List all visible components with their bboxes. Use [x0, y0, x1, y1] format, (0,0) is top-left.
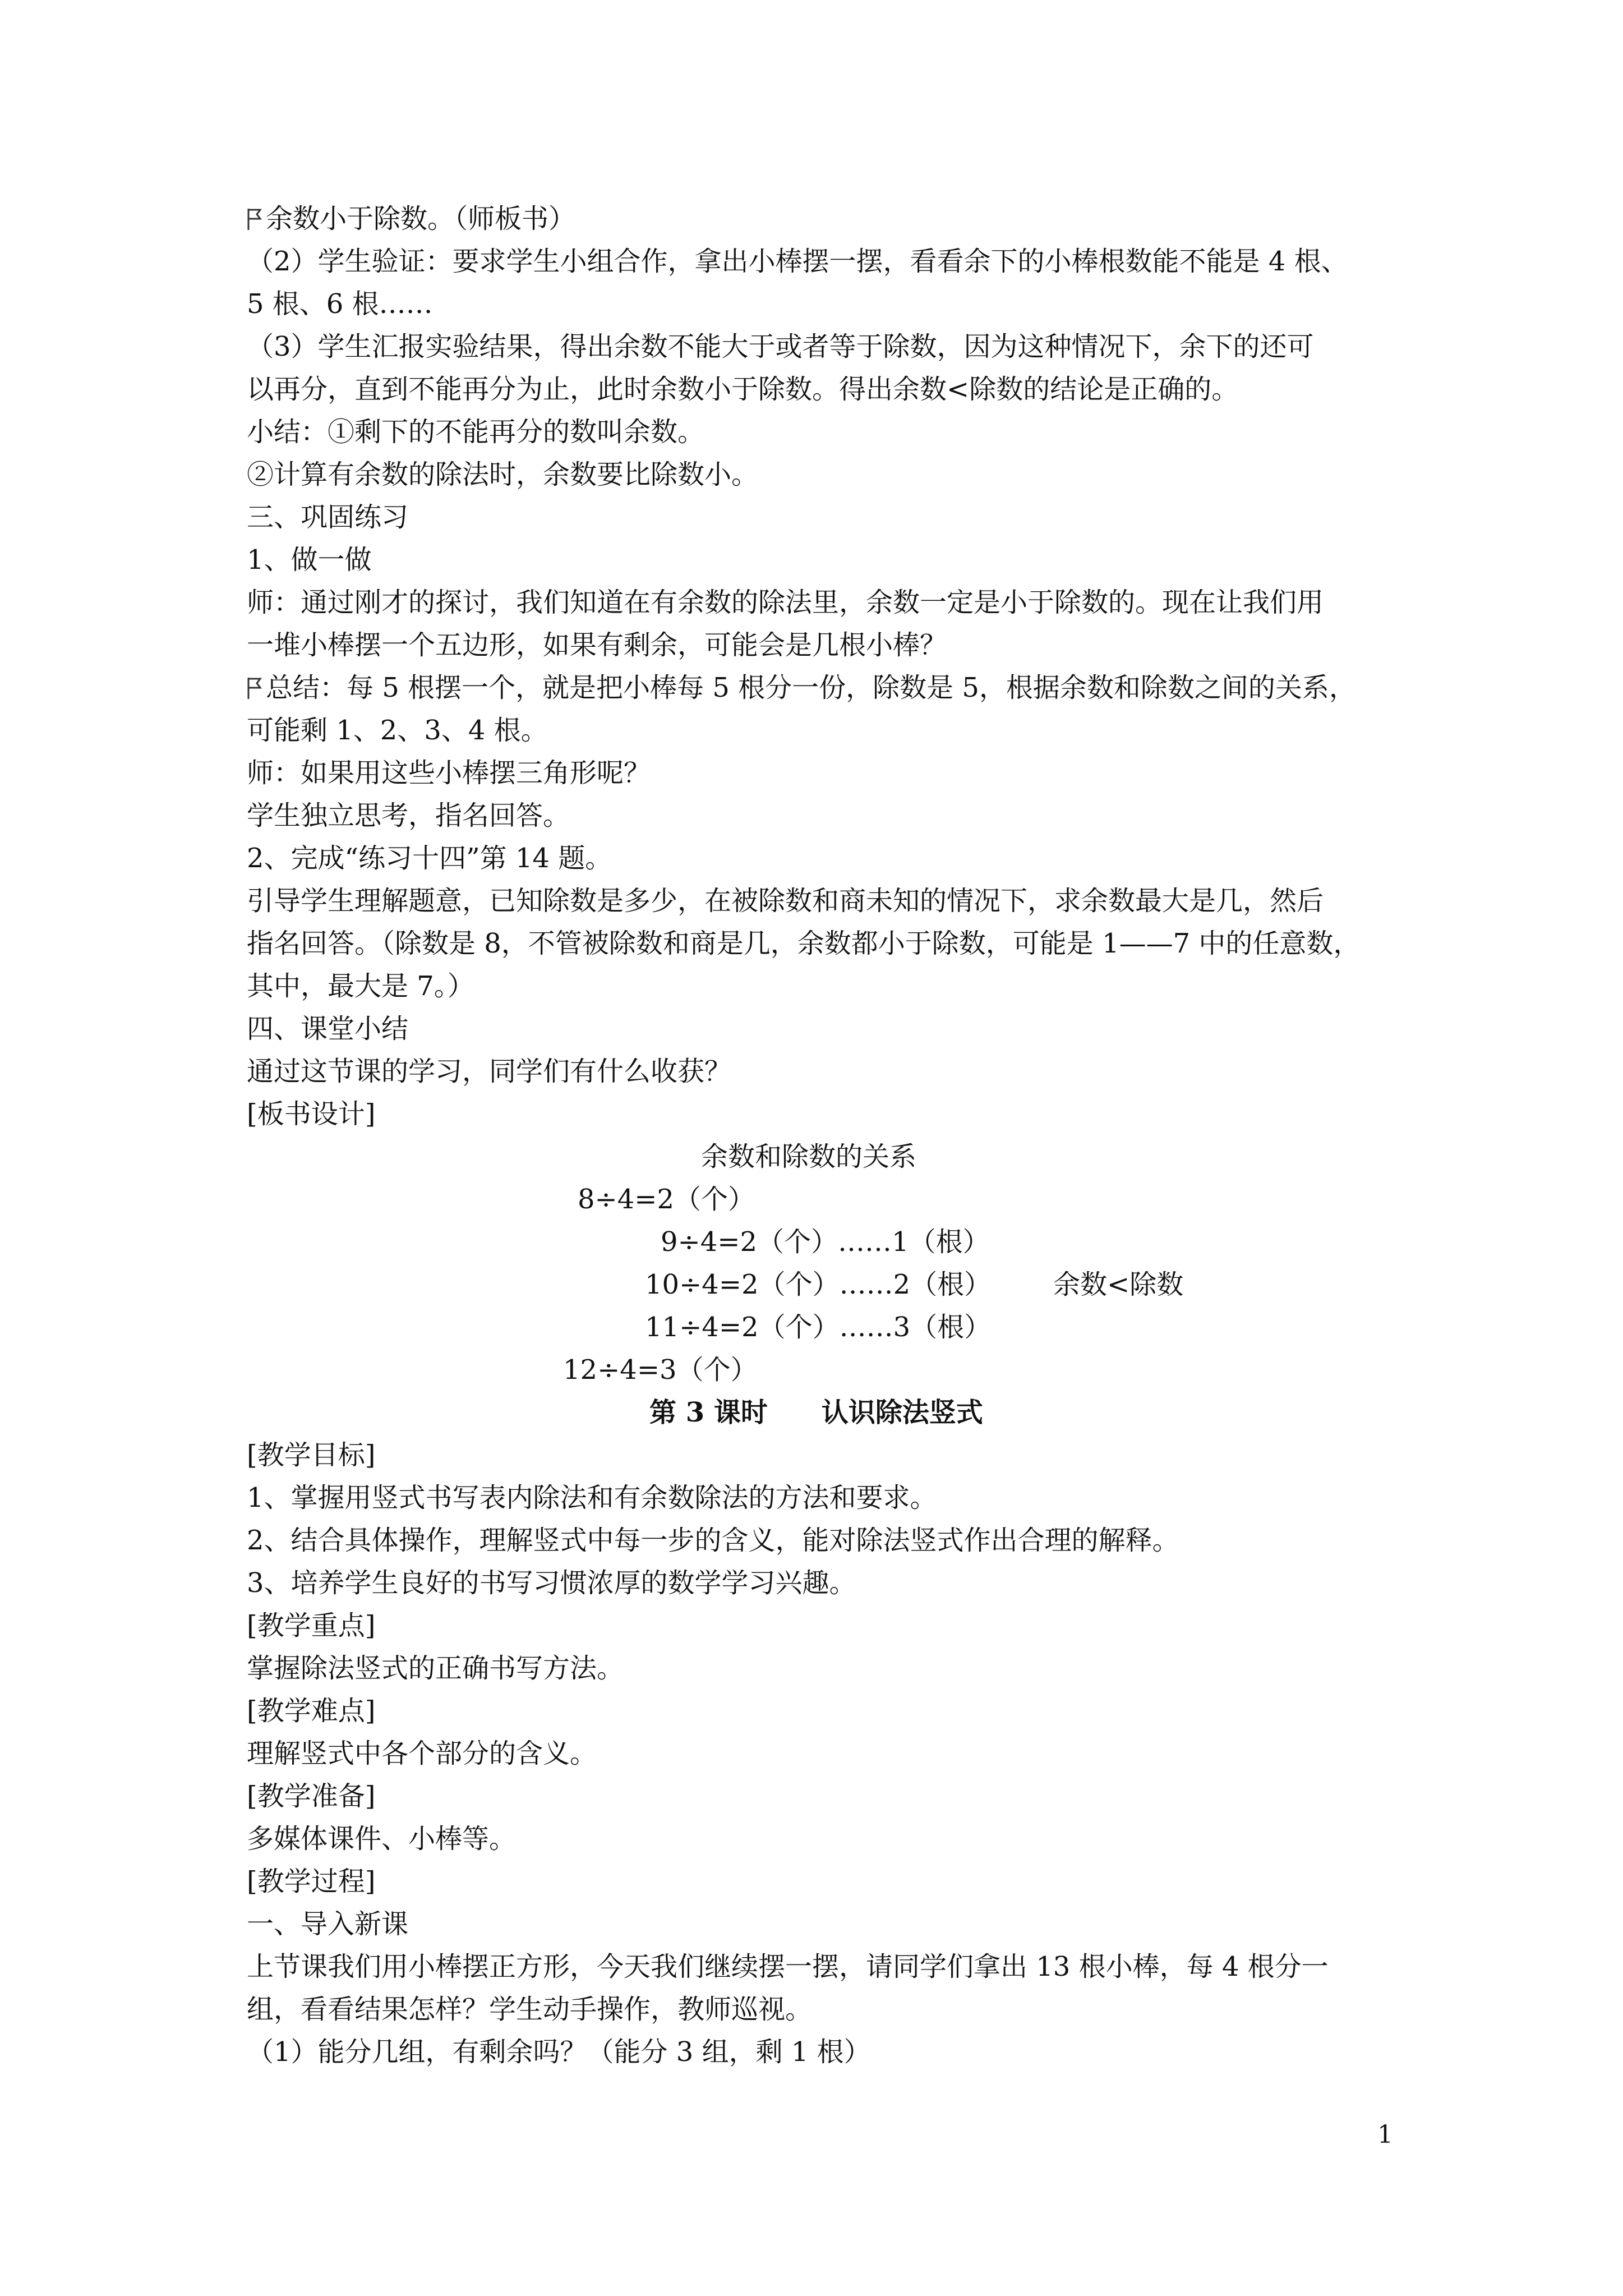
- board-equation: 8÷4=2（个）: [578, 1184, 755, 1215]
- text-line: 5 根、6 根……: [247, 288, 433, 320]
- board-equation: 11÷4=2（个）……3（根）: [645, 1312, 992, 1343]
- text-line: ②计算有余数的除法时，余数要比除数小。: [247, 459, 759, 490]
- board-note: 余数<除数: [1053, 1269, 1184, 1300]
- section-heading: [教学目标]: [247, 1439, 376, 1471]
- text-line: （2）学生验证：要求学生小组合作，拿出小棒摆一摆，看看余下的小棒根数能不能是 4 根、: [247, 246, 1348, 277]
- text-line: 通过这节课的学习，同学们有什么收获？: [247, 1056, 732, 1087]
- page-number: 1: [1377, 2120, 1393, 2149]
- text-line: 引导学生理解题意，已知除数是多少，在被除数和商未知的情况下，求余数最大是几，然后: [247, 885, 1324, 917]
- text-line: 余数小于除数。（师板书）: [247, 197, 575, 240]
- text-line: 组，看看结果怎样？学生动手操作，教师巡视。: [247, 1994, 813, 2025]
- section-heading: 四、课堂小结: [247, 1013, 409, 1045]
- text-line: 可能剩 1、2、3、4 根。: [247, 715, 548, 746]
- comment-flag-icon: [247, 677, 264, 700]
- text-line: 1、做一做: [247, 544, 372, 576]
- section-heading: [教学准备]: [247, 1780, 376, 1812]
- text-line: 指名回答。（除数是 8，不管被除数和商是几，余数都小于除数，可能是 1——7 中的任意数，: [247, 928, 1361, 959]
- board-equation: 9÷4=2（个）……1（根）: [661, 1226, 990, 1258]
- text-line: 2、结合具体操作，理解竖式中每一步的含义，能对除法竖式作出合理的解释。: [247, 1525, 1179, 1556]
- text-line: 师：如果用这些小棒摆三角形呢？: [247, 757, 651, 789]
- board-equation: 12÷4=3（个）: [563, 1354, 758, 1386]
- section-heading: 三、巩固练习: [247, 501, 409, 533]
- section-heading: [教学过程]: [247, 1866, 376, 1897]
- section-heading: [教学重点]: [247, 1610, 376, 1641]
- text-line: 总结：每 5 根摆一个，就是把小棒每 5 根分一份，除数是 5，根据余数和除数之间的关系，: [247, 666, 1356, 709]
- section-heading: [教学难点]: [247, 1695, 376, 1727]
- text-line: [板书设计]: [247, 1098, 376, 1130]
- lesson-title: 第 3 课时 认识除法竖式: [649, 1397, 983, 1428]
- text-line: 多媒体课件、小棒等。: [247, 1823, 517, 1855]
- board-title: 余数和除数的关系: [701, 1141, 917, 1172]
- text-line: 以再分，直到不能再分为止，此时余数小于除数。得出余数<除数的结论是正确的。: [247, 374, 1239, 405]
- board-equation: 10÷4=2（个）……2（根）: [645, 1269, 992, 1300]
- text-line: （3）学生汇报实验结果，得出余数不能大于或者等于除数，因为这种情况下，余下的还可: [247, 331, 1314, 362]
- text-line: 师：通过刚才的探讨，我们知道在有余数的除法里，余数一定是小于除数的。现在让我们用: [247, 587, 1324, 618]
- text-line: 1、掌握用竖式书写表内除法和有余数除法的方法和要求。: [247, 1482, 937, 1513]
- text-line: 3、培养学生良好的书写习惯浓厚的数学学习兴趣。: [247, 1567, 856, 1599]
- text-line: 一堆小棒摆一个五边形，如果有剩余，可能会是几根小棒？: [247, 629, 947, 661]
- text-line: 掌握除法竖式的正确书写方法。: [247, 1653, 624, 1684]
- text-line: 学生独立思考，指名回答。: [247, 800, 570, 831]
- comment-flag-icon: [247, 208, 264, 231]
- text-line: 理解竖式中各个部分的含义。: [247, 1738, 597, 1769]
- text-line: 上节课我们用小棒摆正方形，今天我们继续摆一摆，请同学们拿出 13 根小棒，每 4 根分一: [247, 1951, 1329, 1982]
- text-line: （1）能分几组，有剩余吗？（能分 3 组，剩 1 根）: [247, 2036, 871, 2068]
- section-heading: 一、导入新课: [247, 1908, 409, 1940]
- text-line: 2、完成“练习十四”第 14 题。: [247, 843, 612, 874]
- text-line: 其中，最大是 7。）: [247, 970, 474, 1002]
- text-line: 小结：①剩下的不能再分的数叫余数。: [247, 416, 705, 448]
